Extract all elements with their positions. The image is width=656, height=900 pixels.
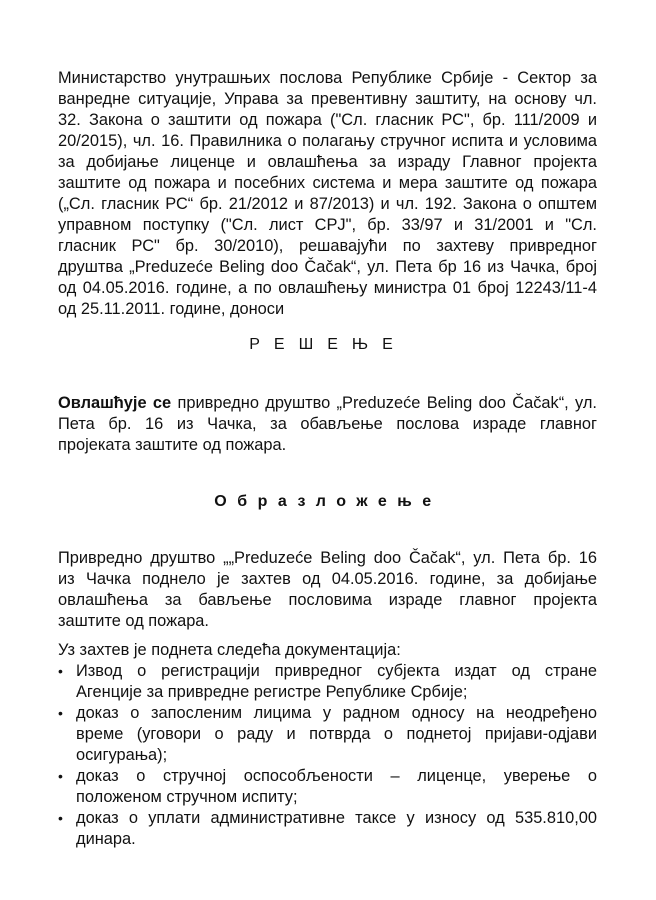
decision-line — [58, 393, 597, 414]
preamble-line: („Сл. гласник РС“ бр. 21/2012 и 87/2013) и чл. 192. Закона о општем — [58, 195, 597, 213]
list-item — [58, 808, 597, 850]
list-item-line: положеном стручном испиту; — [76, 788, 298, 806]
decision-line-rest: привредно друштво „Preduzeće Beling doo Čačak“, ул. — [171, 394, 597, 412]
list-item — [58, 661, 597, 703]
explanation-heading: Образложење — [214, 493, 442, 510]
preamble-paragraph — [58, 68, 597, 320]
list-item-line: време (уговори о раду и потврда о поднетој пријави-одјави — [76, 725, 597, 743]
decision-heading: РЕШЕЊЕ — [249, 336, 407, 353]
preamble-line: од 25.11.2011. године, доноси — [58, 300, 285, 318]
bullet-icon: • — [58, 768, 63, 784]
bullet-icon: • — [58, 663, 63, 679]
list-item-line: доказ о уплати административне таксе у износу од 535.810,00 — [76, 809, 597, 827]
list-item-line: динара. — [76, 830, 136, 848]
documents-list — [58, 661, 597, 850]
decision-bold-lead: Овлашћује се — [58, 394, 172, 412]
preamble-line: Министарство унутрашњих послова Републике Србије - Сектор за — [58, 69, 597, 87]
preamble-line: друштва „Preduzeće Beling doo Čačak“, ул. Пета бр 16 из Чачка, број — [58, 258, 597, 276]
list-item-line: доказ о стручној оспособљености – лиценце, уверење о — [76, 767, 597, 785]
decision-line: Пета бр. 16 из Чачка, за обављење послова израде главног — [58, 415, 597, 433]
decision-paragraph — [58, 393, 597, 456]
list-item-line: осигурања); — [76, 746, 168, 764]
preamble-line: ванредне ситуације, Управа за превентивну заштиту, на основу чл. — [58, 90, 597, 108]
explanation-line: из Чачка поднело је захтев од 04.05.2016. године, за добијање — [58, 570, 597, 588]
list-item-line: доказ о запосленим лицима у радном односу на неодређено — [76, 704, 597, 722]
preamble-line: гласник РС" бр. 30/2010), решавајући по захтеву привредног — [58, 237, 597, 255]
documents-intro-text: Уз захтев је поднета следећа документација: — [58, 641, 401, 659]
explanation-line: Привредно друштво „„Preduzeće Beling doo Čačak“, ул. Пета бр. 16 — [58, 549, 597, 567]
preamble-line: од 04.05.2016. године, а по овлашћењу министра 01 број 12243/11-4 — [58, 279, 597, 297]
decision-line: пројеката заштите од пожара. — [58, 436, 287, 454]
preamble-line: управном поступку ("Сл. лист СРЈ", бр. 33/97 и 31/2001 и "Сл. — [58, 216, 597, 234]
bullet-icon: • — [58, 810, 63, 826]
preamble-line: за добијање лиценце и овлашћења за израду Главног пројекта — [58, 153, 597, 171]
list-item — [58, 703, 597, 766]
list-item-line: Агенције за привредне регистре Републике Србије; — [76, 683, 468, 701]
preamble-line: 20/2015), чл. 16. Правилника о полагању стручног испита и условима — [58, 132, 597, 150]
preamble-line: 32. Закона о заштити од пожара ("Сл. гласник РС", бр. 111/2009 и — [58, 111, 597, 129]
list-item-line: Извод о регистрацији привредног субјекта издат од стране — [76, 662, 597, 680]
preamble-line: заштите од пожара и посебних система и мера заштите од пожара — [58, 174, 597, 192]
explanation-line: заштите од пожара. — [58, 612, 209, 630]
documents-intro — [58, 640, 597, 661]
explanation-line: овлашћења за бављење пословима израде главног пројекта — [58, 591, 597, 609]
list-item — [58, 766, 597, 808]
bullet-icon: • — [58, 705, 63, 721]
explanation-paragraph — [58, 548, 597, 632]
